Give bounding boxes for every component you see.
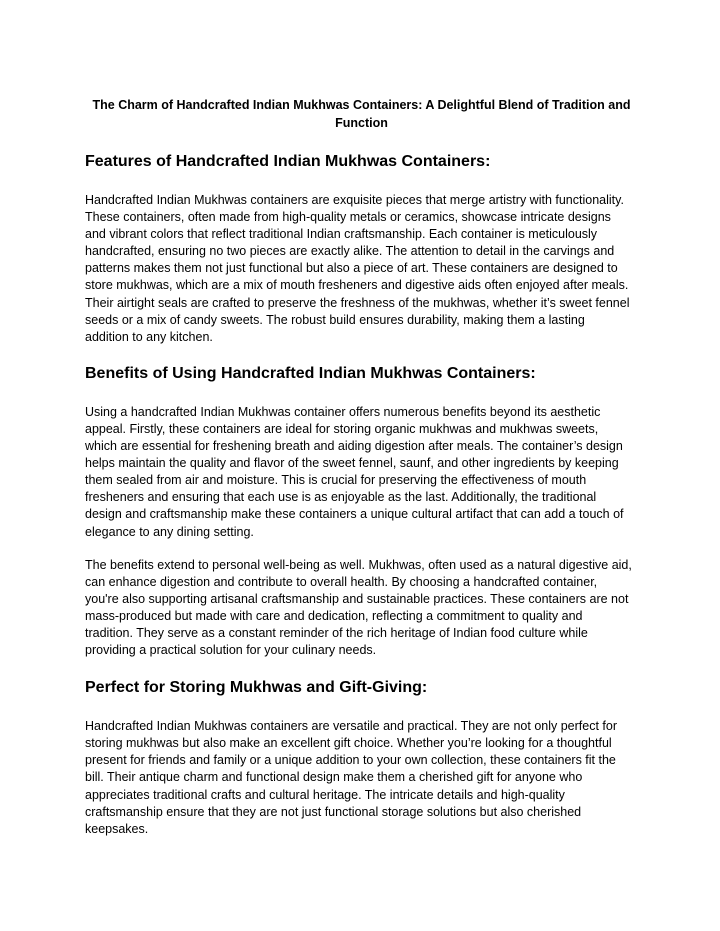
document-title: The Charm of Handcrafted Indian Mukhwas Containers: A Delightful Blend of Tradition and Function bbox=[92, 98, 631, 130]
benefits-paragraph-1: Using a handcrafted Indian Mukhwas container offers numerous benefits beyond its aesthetic appeal. Firstly, these containers are ideal for storing organic mukhwas and mukhwas sweets, which are essential for freshening breath and aiding digestion after meals. The container’s design helps maintain the quality and flavor of the sweet fennel, saunf, and other ingredients by keeping them sealed from air and moisture. This is crucial for preserving the effectiveness of mouth fresheners and ensuring that each use is as enjoyable as the last. Additionally, the traditional design and craftsmanship make these containers a unique cultural artifact that can add a touch of elegance to any dining setting. bbox=[85, 404, 624, 539]
section-heading-benefits: Benefits of Using Handcrafted Indian Mukhwas Containers: bbox=[85, 364, 536, 382]
features-paragraph: Handcrafted Indian Mukhwas containers are exquisite pieces that merge artistry with functionality. These containers, often made from high-quality metals or ceramics, showcase intricate designs and vibrant colors that reflect traditional Indian craftsmanship. Each container is meticulously handcrafted, ensuring no two pieces are exactly alike. The attention to detail in the carvings and patterns makes them not just functional but also a piece of art. These containers are designed to store mukhwas, which are a mix of mouth fresheners and digestive aids often enjoyed after meals. Their airtight seals are crafted to preserve the freshness of the mukhwas, whether it’s sweet fennel seeds or a mix of candy sweets. The robust build ensures durability, making them a lasting addition to any kitchen. bbox=[85, 193, 630, 344]
benefits-paragraph-2: The benefits extend to personal well-being as well. Mukhwas, often used as a natural digestive aid, can enhance digestion and contribute to overall health. By choosing a handcrafted container, you're also supporting artisanal craftsmanship and sustainable practices. These containers are not mass-produced but made with care and dedication, reflecting a commitment to quality and tradition. They serve as a constant reminder of the rich heritage of Indian food culture while providing a practical solution for your culinary needs. bbox=[85, 557, 632, 658]
section-heading-storing-gifting: Perfect for Storing Mukhwas and Gift-Giving: bbox=[85, 679, 428, 697]
storing-gifting-paragraph: Handcrafted Indian Mukhwas containers are versatile and practical. They are not only perfect for storing mukhwas but also make an excellent gift choice. Whether you’re looking for a thoughtful present for friends and family or a unique addition to your own collection, these containers fit the bill. Their antique charm and functional design make them a cherished gift for anyone who appreciates traditional crafts and cultural heritage. The intricate details and high-quality craftsmanship ensure that they are not just functional storage solutions but also cherished keepsakes. bbox=[85, 719, 617, 836]
section-heading-features: Features of Handcrafted Indian Mukhwas Containers: bbox=[85, 153, 491, 170]
